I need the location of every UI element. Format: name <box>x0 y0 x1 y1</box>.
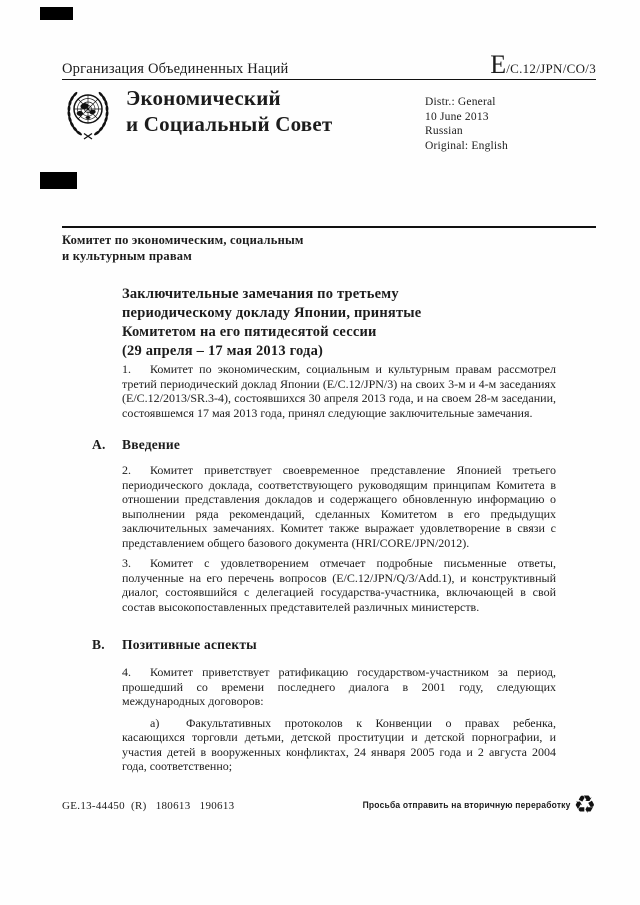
paragraph-4-text: Комитет приветствует ратификацию государством-участником за период, прошедший со времени последнего диалога в 2001 году, следующих международных договоров: <box>122 665 556 708</box>
council-title <box>126 85 332 141</box>
original-language-line: Original: English <box>425 139 508 152</box>
paragraph-3 <box>122 556 556 614</box>
section-a-heading <box>92 436 556 453</box>
paragraph-3-number: 3. <box>122 556 131 570</box>
masthead <box>62 50 596 152</box>
paragraph-2-number: 2. <box>122 463 131 477</box>
document-title-line3: Комитетом на его пятидесятой сессии <box>122 324 377 340</box>
section-b-title: Позитивные аспекты <box>122 637 257 652</box>
distr-line: Distr.: General <box>425 96 496 108</box>
document-symbol <box>490 50 596 79</box>
document-symbol-letter: E <box>490 50 507 79</box>
document-symbol-code: /C.12/JPN/CO/3 <box>506 61 596 76</box>
council-title-line2: и Социальный Совет <box>126 112 333 136</box>
paragraph-4 <box>122 665 556 709</box>
subparagraph-a-label: а) <box>150 715 160 730</box>
subparagraph-a <box>122 716 556 774</box>
document-title-line2: периодическому докладу Японии, принятые <box>122 305 422 321</box>
paragraph-4-number: 4. <box>122 665 131 679</box>
recycle-request-text: Просьба отправить на вторичную переработку <box>362 799 571 811</box>
document-title-line4: (29 апреля – 17 мая 2013 года) <box>122 343 324 359</box>
paragraph-1-number: 1. <box>122 362 131 376</box>
council-title-line1: Экономический <box>126 86 281 110</box>
recycle-icon: ♻ <box>573 790 596 819</box>
subparagraph-a-text: Факультативных протоколов к Конвенции о правах ребенка, касающихся торговли детьми, детской проституции и детской порнографии, и участия детей в вооруженных конфликтах, 24 января 2005 года и 2 августа 2004 года, соответственно; <box>122 715 556 773</box>
committee-name-line2: и культурным правам <box>62 248 192 263</box>
document-title <box>122 285 522 361</box>
section-a-title: Введение <box>122 437 181 452</box>
paragraph-2 <box>122 463 556 550</box>
section-b-letter: B. <box>92 637 105 652</box>
divider-rule <box>62 226 596 228</box>
masthead-main-row <box>62 85 596 152</box>
print-mark-top <box>40 7 73 20</box>
paragraph-1 <box>122 362 556 420</box>
footer-recycle <box>363 791 596 819</box>
committee-name <box>62 233 304 264</box>
distribution-block <box>425 95 508 153</box>
print-mark-middle <box>40 172 77 189</box>
language-line: Russian <box>425 125 463 137</box>
committee-name-line1: Комитет по экономическим, социальным <box>62 233 304 247</box>
footer-doc-code: GE.13-44450 (R) 180613 190613 <box>62 800 235 812</box>
un-org-name: Организация Объединенных Наций <box>62 61 289 77</box>
section-b-heading <box>92 636 556 653</box>
document-body <box>92 362 556 774</box>
un-emblem-icon <box>62 85 114 141</box>
masthead-top-row <box>62 50 596 80</box>
section-a-letter: A. <box>92 437 106 452</box>
date-line: 10 June 2013 <box>425 110 489 123</box>
document-title-line1: Заключительные замечания по третьему <box>122 286 399 302</box>
paragraph-3-text: Комитет с удовлетворением отмечает подробные письменные ответы, полученные на его перечень вопросов (E/C.12/JPN/Q/3/Add.1), и конструктивный диалог, состоявшийся с делегацией государства-участника, включающей в свой состав высокопоставленных представителей различных министерств. <box>122 556 556 614</box>
paragraph-2-text: Комитет приветствует своевременное представление Японией третьего периодического доклада, соответствующего руководящим принципам Комитета в отношении представления докладов и содержащего обновленную информацию о выполнении ряда рекомендаций, сделанных Комитетом в его предыдущих заключительных замечаниях. Комитет также выражает удовлетворение в связи с представлением общего базового документа (HRI/CORE/JPN/2012). <box>122 463 556 550</box>
paragraph-1-text: Комитет по экономическим, социальным и культурным правам рассмотрел третий периодический доклад Японии (E/C.12/JPN/3) на своих 3-м и 4-м заседаниях (E/C.12/2013/SR.3-4), состоявшихся 30 апреля 2013 года, и на своем 28-м заседании, состоявшемся 17 мая 2013 года, принял следующие заключительные замечания. <box>122 362 556 420</box>
